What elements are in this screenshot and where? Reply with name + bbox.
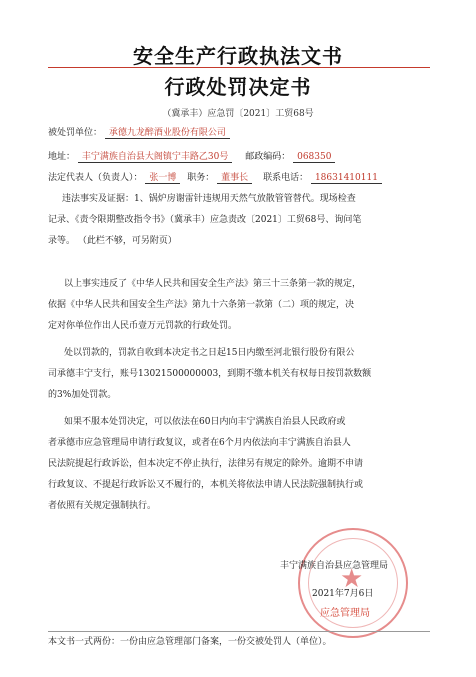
title-divider bbox=[48, 67, 430, 68]
appeal-row: 行政复议、不提起行政诉讼又不履行的，本机关将依法申请人民法院强制执行或 bbox=[48, 480, 364, 490]
post-value: 董事长 bbox=[217, 173, 252, 184]
appeal-row: 民法院提起行政诉讼，但本决定不停止执行，法律另有规定的除外。逾期不申请 bbox=[48, 459, 364, 469]
post-label: 职务： bbox=[187, 173, 215, 183]
seal-star-icon: ★ bbox=[340, 564, 364, 594]
party-name-value: 承德九龙醉酒业股份有限公司 bbox=[105, 128, 230, 139]
payment-row: 处以罚款的，罚款自收到本决定书之日起15日内缴至河北银行股份有限公 bbox=[64, 348, 355, 358]
rep-value: 张一博 bbox=[145, 173, 180, 184]
document-subtitle: 行政处罚决定书 bbox=[164, 75, 312, 99]
decision-section bbox=[48, 274, 434, 337]
payment-row: 司承德丰宁支行，账号13021500000003，到期不缴本机关有权每日按罚款数额 bbox=[48, 369, 372, 379]
party-name-label: 被处罚单位： bbox=[48, 128, 103, 138]
appeal-section bbox=[48, 412, 434, 517]
zip-label: 邮政编码： bbox=[245, 152, 291, 162]
issue-date: 2021年7月6日 bbox=[312, 589, 374, 599]
party-address-label: 地址： bbox=[48, 152, 76, 162]
payment-row: 的3%加处罚款。 bbox=[48, 390, 117, 400]
tel-label: 联系电话： bbox=[263, 173, 309, 183]
tel-value: 18631410111 bbox=[311, 173, 382, 184]
party-rep-line bbox=[48, 172, 382, 184]
footer-note: 本文书一式两份：一份由应急管理部门备案，一份交被处罚人（单位）。 bbox=[48, 637, 332, 647]
payment-section bbox=[48, 343, 434, 406]
appeal-row: 者依照有关规定强制执行。 bbox=[48, 501, 157, 511]
facts-row: 违法事实及证据：1、锅炉房谢雷针违规用天然气放散管管替代。现场检查 bbox=[62, 194, 356, 204]
appeal-row: 者承德市应急管理局申请行政复议，或者在6个月内依法向丰宁满族自治县人 bbox=[48, 438, 351, 448]
decision-row: 以上事实违反了《中华人民共和国安全生产法》第三十三条第一款的规定， bbox=[64, 279, 362, 289]
appeal-row: 如果不服本处罚决定，可以依法在60日内向丰宁满族自治县人民政府或 bbox=[64, 417, 346, 427]
facts-row: 录等。 （此栏不够，可另附页） bbox=[48, 236, 177, 246]
official-seal bbox=[298, 528, 408, 638]
document-number: （冀承丰）应急罚〔2021〕工贸68号 bbox=[162, 109, 314, 119]
party-address-value: 丰宁满族自治县大阁镇宁丰路乙30号 bbox=[78, 152, 232, 163]
decision-row: 依据《中华人民共和国安全生产法》第九十六条第一款第（二）项的规定，决 bbox=[48, 300, 355, 310]
party-name-line bbox=[48, 127, 230, 139]
stamp-label: 应急管理局 bbox=[320, 608, 370, 619]
facts-section bbox=[48, 189, 432, 252]
decision-row: 定对你单位作出人民币壹万元罚款的行政处罚。 bbox=[48, 321, 238, 331]
zip-value: 068350 bbox=[293, 152, 335, 163]
facts-row: 记录、《责令限期整改指令书》（冀承丰）应急责改〔2021〕工贸68号、询问笔 bbox=[48, 215, 362, 225]
footer-divider bbox=[48, 631, 430, 632]
party-address-line bbox=[48, 151, 335, 163]
rep-label: 法定代表人（负责人）： bbox=[48, 173, 143, 183]
issuing-org: 丰宁满族自治县应急管理局 bbox=[280, 561, 389, 571]
document-title: 安全生产行政执法文书 bbox=[133, 44, 343, 68]
